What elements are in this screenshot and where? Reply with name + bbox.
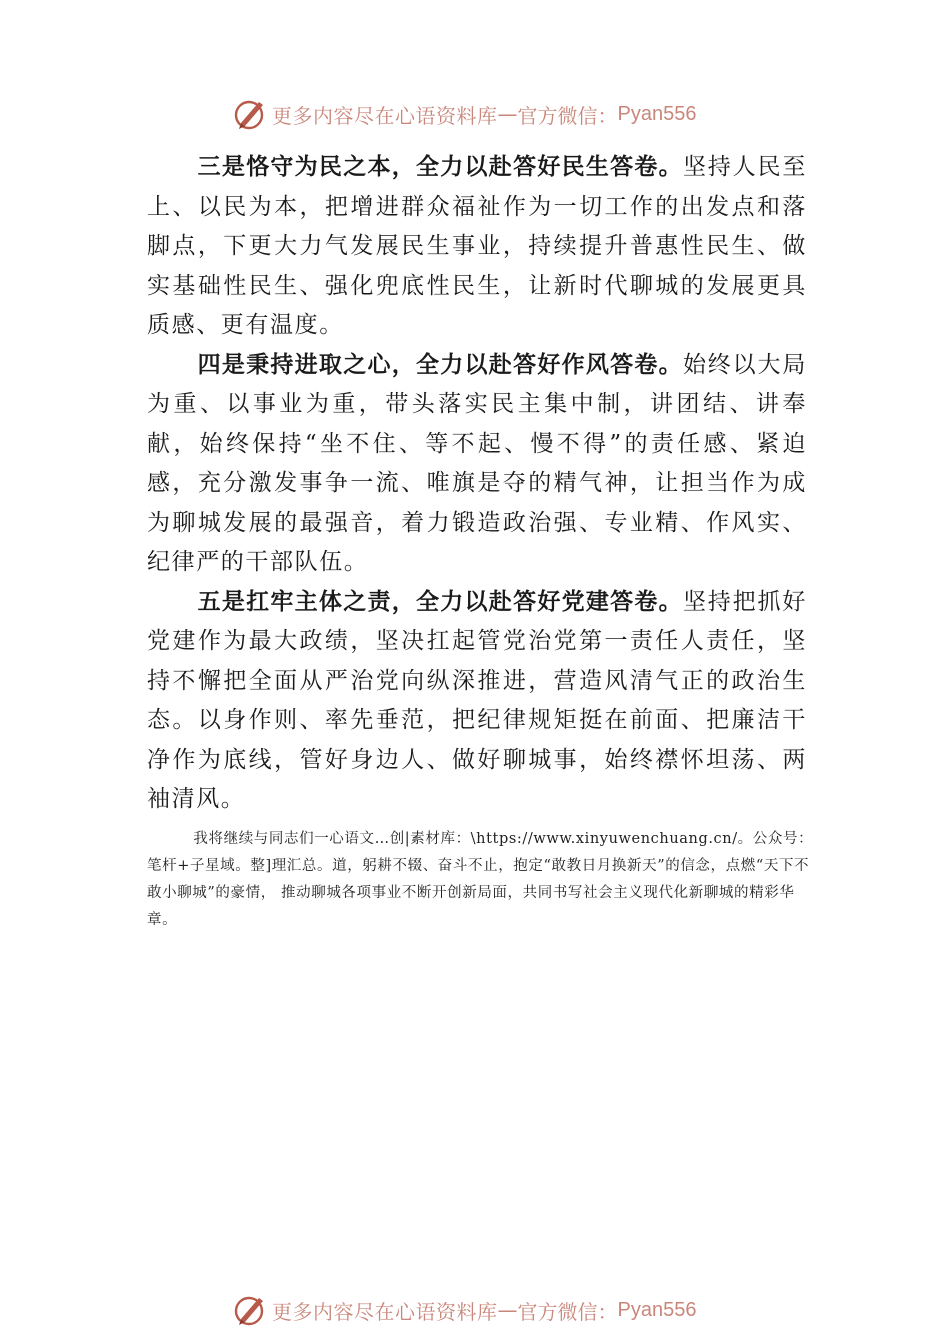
footer-banner: [232, 1290, 696, 1330]
paragraph-4: [147, 346, 807, 583]
closing-note: 我将继续与同志们一心语文…创|素材库：\https://www.xinyuwenchuang.cn/。公众号：笔杆+子星域。整]理汇总。道，躬耕不辍、奋斗不止，抱定“敢教日月换新天”的信念，点燃“天下不敢小聊城”的豪情， 推动聊城各项事业不断开创新局面，共同书写社会主义现代化新聊城的精彩华章。: [147, 831, 814, 928]
banner-weixin-label: 官方微信：: [517, 1299, 618, 1324]
paragraph-text: 坚持把抓好党建作为最大政绩，坚决扛起管党治党第一责任人责任，坚持不懈把全面从严治党向纵深推进，营造风清气正的政治生态。以身作则、率先垂范，把纪律规矩挺在前面、把廉洁干净作为底线，管好身边人、做好聊城事，始终襟怀坦荡、两袖清风。: [147, 588, 808, 812]
header-banner: [232, 94, 696, 134]
pen-circle-icon: [232, 1292, 268, 1328]
banner-text: 更多内容尽在心语资料库: [272, 1299, 498, 1324]
banner-weixin-id: Pyan556: [617, 1298, 697, 1321]
paragraph-3: [147, 148, 807, 346]
banner-weixin-id: Pyan556: [617, 102, 697, 125]
banner-separator: —: [497, 1298, 518, 1322]
banner-separator: —: [497, 102, 518, 126]
paragraph-5: [147, 583, 807, 820]
banner-weixin-label: 官方微信：: [517, 103, 618, 128]
paragraph-text: 始终以大局为重、以事业为重，带头落实民主集中制，讲团结、讲奉献，始终保持“坐不住、等不起、慢不得”的责任感、紧迫感，充分激发事争一流、唯旗是夺的精气神，让担当作为成为聊城发展的最强音，着力锻造政治强、专业精、作风实、纪律严的干部队伍。: [147, 351, 808, 575]
paragraph-text: 坚持人民至上、以民为本，把增进群众福祉作为一切工作的出发点和落脚点，下更大力气发展民生事业，持续提升普惠性民生、做实基础性民生、强化兜底性民生，让新时代聊城的发展更具质感、更有温度。: [147, 154, 808, 338]
paragraph-heading: 五是扛牢主体之责，全力以赴答好党建答卷。: [197, 588, 683, 615]
banner-text: 更多内容尽在心语资料库: [272, 103, 498, 128]
paragraph-heading: 四是秉持进取之心，全力以赴答好作风答卷。: [197, 351, 683, 378]
paragraph-heading: 三是恪守为民之本，全力以赴答好民生答卷。: [197, 154, 683, 180]
pen-circle-icon: [232, 96, 268, 132]
document-body: [147, 148, 807, 820]
